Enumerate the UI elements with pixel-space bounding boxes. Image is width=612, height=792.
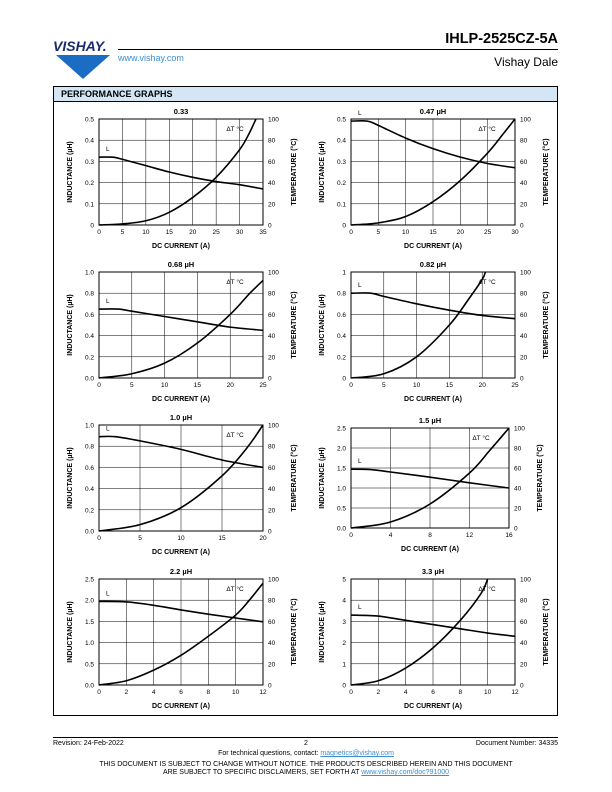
chart-2 bbox=[319, 107, 550, 250]
x-tick-label: 0 bbox=[349, 689, 353, 696]
y2-tick-label: 80 bbox=[520, 290, 528, 298]
x-tick-label: 20 bbox=[259, 535, 267, 542]
y2-tick-label: 80 bbox=[268, 137, 276, 145]
y-axis-label: INDUCTANCE (µH) bbox=[67, 447, 74, 509]
y-tick-label: 0.6 bbox=[84, 311, 94, 319]
x-tick-label: 0 bbox=[97, 382, 101, 389]
y-tick-label: 0.4 bbox=[84, 137, 94, 145]
x-tick-label: 4 bbox=[388, 532, 393, 539]
part-number: IHLP-2525CZ-5A bbox=[445, 31, 558, 47]
y-tick-label: 2 bbox=[342, 640, 346, 648]
y-tick-label: 5 bbox=[342, 576, 346, 584]
disclaimer-link[interactable]: www.vishay.com/doc?91000 bbox=[361, 769, 450, 776]
x-tick-label: 16 bbox=[505, 532, 513, 539]
y-axis-label: INDUCTANCE (µH) bbox=[67, 294, 74, 356]
y2-tick-label: 80 bbox=[520, 137, 528, 145]
x-axis-label: DC CURRENT (A) bbox=[152, 549, 210, 556]
y2-tick-label: 60 bbox=[514, 465, 522, 473]
y2-tick-label: 80 bbox=[268, 443, 276, 451]
x-tick-label: 12 bbox=[465, 532, 474, 539]
series-label-inductance: L bbox=[358, 110, 362, 118]
chart-1 bbox=[67, 107, 298, 250]
y2-tick-label: 20 bbox=[520, 661, 528, 669]
y-tick-label: 0.3 bbox=[84, 158, 94, 166]
series-label-delta-t: ΔT °C bbox=[226, 586, 244, 593]
page-number: 2 bbox=[304, 740, 308, 747]
temperature-rise-curve bbox=[99, 280, 263, 378]
y2-tick-label: 40 bbox=[520, 640, 528, 648]
series-label-inductance: L bbox=[358, 282, 362, 290]
x-tick-label: 0 bbox=[349, 532, 353, 539]
website-link[interactable]: www.vishay.com bbox=[118, 53, 184, 63]
y2-tick-label: 100 bbox=[520, 269, 531, 277]
y-axis-label: INDUCTANCE (µH) bbox=[67, 141, 74, 203]
chart-4 bbox=[319, 260, 550, 403]
x-axis-label: DC CURRENT (A) bbox=[401, 546, 459, 553]
y2-tick-label: 0 bbox=[520, 375, 524, 383]
y-tick-label: 0.6 bbox=[84, 464, 94, 472]
y2-tick-label: 60 bbox=[520, 311, 528, 319]
performance-graphs bbox=[54, 102, 557, 714]
y2-tick-label: 0 bbox=[268, 682, 272, 690]
x-tick-label: 5 bbox=[120, 229, 125, 236]
x-tick-label: 10 bbox=[412, 382, 421, 389]
x-tick-label: 8 bbox=[206, 689, 211, 696]
series-label-delta-t: ΔT °C bbox=[226, 432, 244, 439]
chart-title: 0.33 bbox=[173, 107, 189, 116]
y2-tick-label: 20 bbox=[268, 354, 276, 362]
series-label-inductance: L bbox=[106, 298, 110, 306]
x-tick-label: 5 bbox=[129, 382, 134, 389]
y-tick-label: 1 bbox=[342, 269, 346, 277]
x-tick-label: 20 bbox=[189, 229, 197, 236]
y-tick-label: 0.2 bbox=[84, 507, 94, 515]
x-tick-label: 20 bbox=[478, 382, 486, 389]
y2-tick-label: 40 bbox=[520, 333, 528, 341]
y2-tick-label: 20 bbox=[520, 354, 528, 362]
x-tick-label: 5 bbox=[138, 535, 142, 542]
y2-tick-label: 100 bbox=[268, 576, 279, 584]
x-tick-label: 6 bbox=[179, 689, 183, 696]
temperature-rise-curve bbox=[351, 272, 485, 378]
document-number: Document Number: 34335 bbox=[475, 740, 558, 747]
chart-title: 1.0 µH bbox=[169, 413, 193, 422]
series-label-inductance: L bbox=[106, 146, 110, 154]
y2-tick-label: 20 bbox=[514, 505, 522, 513]
series-label-inductance: L bbox=[106, 425, 110, 433]
y-tick-label: 0.1 bbox=[336, 201, 346, 209]
x-tick-label: 15 bbox=[429, 229, 437, 236]
plot-area bbox=[99, 119, 263, 225]
y2-tick-label: 0 bbox=[520, 222, 524, 230]
x-tick-label: 10 bbox=[142, 229, 150, 236]
x-tick-label: 25 bbox=[259, 382, 267, 389]
y-axis-label: INDUCTANCE (µH) bbox=[319, 294, 326, 356]
y-tick-label: 0.8 bbox=[336, 290, 346, 298]
y-tick-label: 1.5 bbox=[336, 465, 346, 473]
y2-tick-label: 60 bbox=[520, 158, 528, 166]
x-tick-label: 10 bbox=[484, 689, 492, 696]
notice-line-1: THIS DOCUMENT IS SUBJECT TO CHANGE WITHOUT NOTICE. THE PRODUCTS DESCRIBED HEREIN AND THIS DOCUMENT bbox=[99, 761, 513, 768]
y-tick-label: 0.5 bbox=[336, 505, 346, 513]
x-tick-label: 0 bbox=[97, 689, 101, 696]
y-tick-label: 0.0 bbox=[84, 528, 94, 536]
y-tick-label: 1.0 bbox=[336, 485, 346, 493]
y-tick-label: 0.1 bbox=[84, 201, 94, 209]
x-axis-label: DC CURRENT (A) bbox=[152, 703, 210, 710]
y-tick-label: 0.5 bbox=[336, 116, 346, 124]
inductance-curve bbox=[99, 309, 263, 330]
y-tick-label: 0 bbox=[342, 682, 346, 690]
temperature-rise-curve bbox=[351, 579, 488, 685]
notice-prefix: ARE SUBJECT TO SPECIFIC DISCLAIMERS, SET FORTH AT bbox=[162, 769, 362, 776]
y2-axis-label: TEMPERATURE (°C) bbox=[291, 444, 298, 512]
y-tick-label: 0.8 bbox=[84, 290, 94, 298]
y2-tick-label: 20 bbox=[268, 507, 276, 515]
y-tick-label: 4 bbox=[342, 597, 346, 605]
y2-tick-label: 80 bbox=[268, 597, 276, 605]
y2-tick-label: 40 bbox=[514, 485, 522, 493]
plot-area bbox=[351, 272, 515, 378]
y2-tick-label: 60 bbox=[268, 311, 276, 319]
y2-tick-label: 100 bbox=[268, 116, 279, 124]
x-tick-label: 12 bbox=[511, 689, 519, 696]
x-tick-label: 10 bbox=[232, 689, 240, 696]
y-tick-label: 0 bbox=[342, 375, 346, 383]
x-tick-label: 25 bbox=[511, 382, 519, 389]
chart-title: 0.82 µH bbox=[419, 260, 447, 269]
y2-tick-label: 100 bbox=[514, 425, 525, 433]
x-tick-label: 5 bbox=[376, 229, 381, 236]
y-tick-label: 2.5 bbox=[336, 425, 346, 433]
y-tick-label: 3 bbox=[342, 618, 346, 626]
y-tick-label: 2.0 bbox=[84, 597, 94, 605]
revision-date: Revision: 24-Feb-2022 bbox=[53, 740, 124, 747]
y2-tick-label: 80 bbox=[268, 290, 276, 298]
series-label-delta-t: ΔT °C bbox=[472, 435, 490, 442]
x-tick-label: 0 bbox=[349, 382, 353, 389]
y2-tick-label: 0 bbox=[268, 375, 272, 383]
x-tick-label: 2 bbox=[124, 689, 129, 696]
series-label-inductance: L bbox=[358, 458, 362, 466]
y-tick-label: 0.4 bbox=[336, 137, 346, 145]
y2-tick-label: 60 bbox=[268, 618, 276, 626]
x-tick-label: 4 bbox=[151, 689, 156, 696]
x-tick-label: 0 bbox=[97, 229, 101, 236]
inductance-curve bbox=[351, 293, 515, 319]
y-tick-label: 1.0 bbox=[84, 640, 94, 648]
y-tick-label: 0.2 bbox=[336, 354, 346, 362]
y2-tick-label: 20 bbox=[268, 201, 276, 209]
series-label-delta-t: ΔT °C bbox=[478, 279, 496, 286]
y2-tick-label: 80 bbox=[514, 445, 522, 453]
y-tick-label: 0.0 bbox=[84, 375, 94, 383]
x-axis-label: DC CURRENT (A) bbox=[404, 243, 462, 250]
manufacturer-name: Vishay Dale bbox=[494, 55, 558, 69]
y2-tick-label: 100 bbox=[268, 269, 279, 277]
series-label-delta-t: ΔT °C bbox=[226, 279, 244, 286]
y-tick-label: 0 bbox=[90, 222, 94, 230]
x-tick-label: 25 bbox=[212, 229, 220, 236]
series-label-inductance: L bbox=[358, 604, 362, 612]
logo-wordmark: VISHAY. bbox=[53, 38, 107, 54]
chart-6 bbox=[319, 416, 544, 553]
y-tick-label: 0.4 bbox=[84, 333, 94, 341]
x-tick-label: 0 bbox=[349, 229, 353, 236]
x-tick-label: 10 bbox=[177, 535, 185, 542]
y-axis-label: INDUCTANCE (µH) bbox=[319, 601, 326, 663]
x-tick-label: 0 bbox=[97, 535, 101, 542]
y-tick-label: 0.0 bbox=[336, 525, 346, 533]
y2-axis-label: TEMPERATURE (°C) bbox=[291, 598, 298, 666]
y2-tick-label: 40 bbox=[268, 640, 276, 648]
y-tick-label: 1 bbox=[342, 661, 346, 669]
y2-tick-label: 100 bbox=[520, 116, 531, 124]
chart-7 bbox=[67, 567, 298, 710]
y-tick-label: 1.5 bbox=[84, 618, 94, 626]
y2-axis-label: TEMPERATURE (°C) bbox=[543, 138, 550, 206]
y-tick-label: 1.0 bbox=[84, 422, 94, 430]
y-tick-label: 0.8 bbox=[84, 443, 94, 451]
x-tick-label: 15 bbox=[445, 382, 454, 389]
y2-tick-label: 40 bbox=[268, 333, 276, 341]
contact-prefix: For technical questions, contact: bbox=[218, 750, 321, 757]
y2-tick-label: 80 bbox=[520, 597, 528, 605]
x-tick-label: 10 bbox=[402, 229, 410, 236]
y2-tick-label: 0 bbox=[268, 222, 272, 230]
x-tick-label: 8 bbox=[428, 532, 432, 539]
y-tick-label: 0.0 bbox=[84, 682, 94, 690]
y-axis-label: INDUCTANCE (µH) bbox=[67, 601, 74, 663]
x-tick-label: 15 bbox=[218, 535, 226, 542]
x-axis-label: DC CURRENT (A) bbox=[152, 396, 210, 403]
y2-axis-label: TEMPERATURE (°C) bbox=[537, 444, 544, 512]
y2-tick-label: 20 bbox=[268, 661, 276, 669]
chart-title: 1.5 µH bbox=[418, 416, 442, 425]
y-tick-label: 0.3 bbox=[336, 158, 346, 166]
y-tick-label: 0.2 bbox=[84, 354, 94, 362]
notice-line-2 bbox=[0, 769, 612, 776]
header-rule bbox=[118, 49, 558, 50]
y-tick-label: 0.6 bbox=[336, 311, 346, 319]
x-tick-label: 5 bbox=[381, 382, 386, 389]
x-tick-label: 6 bbox=[431, 689, 435, 696]
x-tick-label: 20 bbox=[226, 382, 234, 389]
y2-tick-label: 100 bbox=[520, 576, 531, 584]
y2-tick-label: 40 bbox=[520, 180, 528, 188]
x-tick-label: 30 bbox=[511, 229, 519, 236]
y2-tick-label: 0 bbox=[520, 682, 524, 690]
series-label-inductance: L bbox=[106, 590, 110, 598]
y2-tick-label: 100 bbox=[268, 422, 279, 430]
x-tick-label: 25 bbox=[484, 229, 492, 236]
series-label-delta-t: ΔT °C bbox=[478, 126, 496, 133]
x-axis-label: DC CURRENT (A) bbox=[404, 703, 462, 710]
x-tick-label: 15 bbox=[165, 229, 173, 236]
chart-5 bbox=[67, 413, 298, 556]
x-tick-label: 4 bbox=[403, 689, 408, 696]
y-tick-label: 0.2 bbox=[84, 180, 94, 188]
y-tick-label: 0.4 bbox=[336, 333, 346, 341]
y2-axis-label: TEMPERATURE (°C) bbox=[291, 291, 298, 359]
x-tick-label: 8 bbox=[458, 689, 463, 696]
y-tick-label: 0.4 bbox=[84, 486, 94, 494]
y-tick-label: 1.0 bbox=[84, 269, 94, 277]
x-tick-label: 35 bbox=[259, 229, 267, 236]
series-label-delta-t: ΔT °C bbox=[226, 126, 244, 133]
y2-tick-label: 60 bbox=[268, 464, 276, 472]
chart-title: 3.3 µH bbox=[421, 567, 445, 576]
x-axis-label: DC CURRENT (A) bbox=[404, 396, 462, 403]
y-tick-label: 0 bbox=[342, 222, 346, 230]
y2-tick-label: 40 bbox=[268, 180, 276, 188]
inductance-curve bbox=[99, 157, 263, 189]
plot-area bbox=[99, 272, 263, 378]
y2-axis-label: TEMPERATURE (°C) bbox=[543, 291, 550, 359]
x-tick-label: 30 bbox=[235, 229, 244, 236]
contact-email-link[interactable]: magnetics@vishay.com bbox=[320, 750, 394, 757]
chart-8 bbox=[319, 567, 550, 710]
x-tick-label: 20 bbox=[456, 229, 464, 236]
y-tick-label: 0.5 bbox=[84, 116, 94, 124]
series-label-delta-t: ΔT °C bbox=[478, 586, 496, 593]
x-tick-label: 10 bbox=[160, 382, 169, 389]
y-tick-label: 0.5 bbox=[84, 661, 94, 669]
logo-triangle-icon bbox=[56, 55, 110, 79]
y-axis-label: INDUCTANCE (µH) bbox=[319, 141, 326, 203]
x-tick-label: 12 bbox=[259, 689, 267, 696]
y-tick-label: 2.0 bbox=[336, 445, 346, 453]
y2-tick-label: 40 bbox=[268, 486, 276, 494]
y2-tick-label: 60 bbox=[268, 158, 276, 166]
chart-title: 0.47 µH bbox=[419, 107, 447, 116]
contact-line bbox=[0, 750, 612, 757]
y2-tick-label: 0 bbox=[268, 528, 272, 536]
x-tick-label: 15 bbox=[193, 382, 202, 389]
y2-axis-label: TEMPERATURE (°C) bbox=[543, 598, 550, 666]
chart-title: 0.68 µH bbox=[167, 260, 195, 269]
chart-3 bbox=[67, 260, 298, 403]
section-title: PERFORMANCE GRAPHS bbox=[61, 89, 173, 99]
x-tick-label: 2 bbox=[376, 689, 381, 696]
y-tick-label: 0.2 bbox=[336, 180, 346, 188]
y2-tick-label: 0 bbox=[514, 525, 518, 533]
x-axis-label: DC CURRENT (A) bbox=[152, 243, 210, 250]
y-tick-label: 2.5 bbox=[84, 576, 94, 584]
chart-title: 2.2 µH bbox=[169, 567, 193, 576]
y2-axis-label: TEMPERATURE (°C) bbox=[291, 138, 298, 206]
y2-tick-label: 20 bbox=[520, 201, 528, 209]
vishay-logo bbox=[52, 37, 114, 81]
y-axis-label: INDUCTANCE (µH) bbox=[319, 447, 326, 509]
footer-rule bbox=[53, 737, 558, 738]
y2-tick-label: 60 bbox=[520, 618, 528, 626]
